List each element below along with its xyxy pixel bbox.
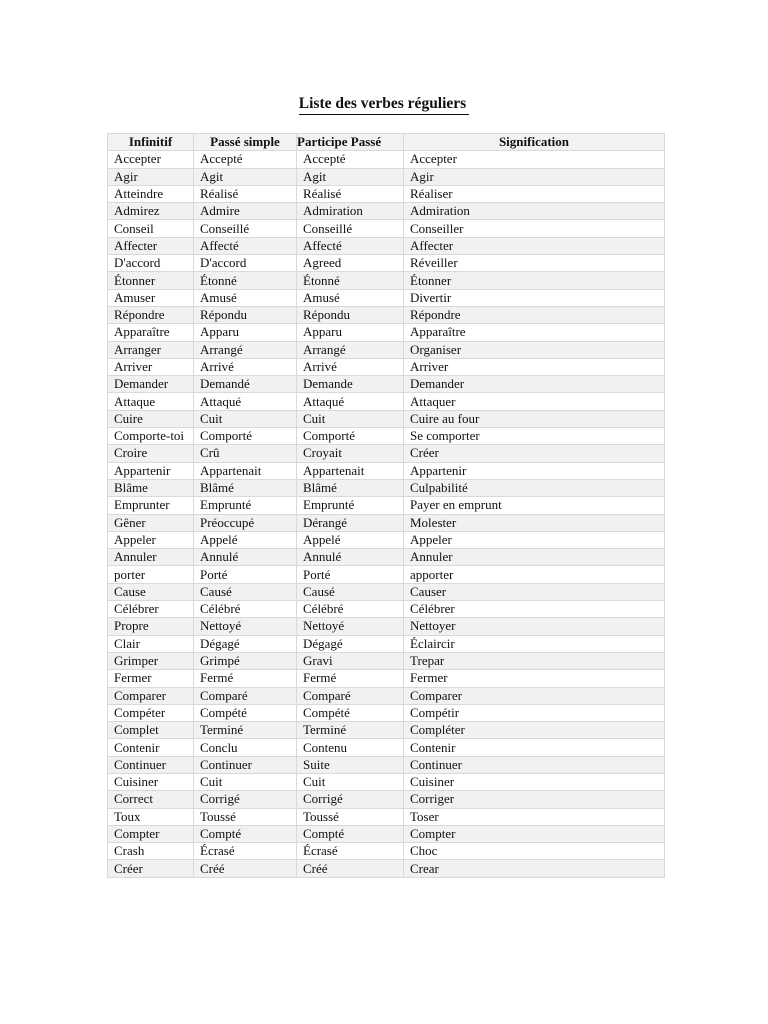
cell-passe-simple: Conclu — [194, 739, 297, 756]
table-row — [108, 272, 665, 289]
cell-infinitif: Grimper — [108, 652, 194, 669]
cell-infinitif: Compéter — [108, 704, 194, 721]
cell-participe-passe: Cuit — [297, 773, 404, 790]
cell-infinitif: Gêner — [108, 514, 194, 531]
cell-participe-passe: Appelé — [297, 531, 404, 548]
cell-infinitif: Comparer — [108, 687, 194, 704]
table-row — [108, 376, 665, 393]
cell-participe-passe: Admiration — [297, 203, 404, 220]
cell-participe-passe: Dérangé — [297, 514, 404, 531]
cell-signification: Célébrer — [404, 601, 665, 618]
table-row — [108, 341, 665, 358]
cell-signification: Corriger — [404, 791, 665, 808]
cell-participe-passe: Appartenait — [297, 462, 404, 479]
cell-signification: Annuler — [404, 549, 665, 566]
cell-signification: Fermer — [404, 670, 665, 687]
cell-signification: Compter — [404, 825, 665, 842]
cell-signification: Organiser — [404, 341, 665, 358]
header-signification: Signification — [404, 134, 665, 151]
cell-passe-simple: Toussé — [194, 808, 297, 825]
cell-infinitif: Arriver — [108, 358, 194, 375]
cell-participe-passe: Créé — [297, 860, 404, 877]
cell-signification: Comparer — [404, 687, 665, 704]
cell-participe-passe: Contenu — [297, 739, 404, 756]
header-row — [108, 134, 665, 151]
cell-signification: Créer — [404, 445, 665, 462]
cell-participe-passe: Agreed — [297, 255, 404, 272]
cell-participe-passe: Dégagé — [297, 635, 404, 652]
table-row — [108, 220, 665, 237]
cell-participe-passe: Porté — [297, 566, 404, 583]
cell-passe-simple: Apparu — [194, 324, 297, 341]
cell-passe-simple: Admire — [194, 203, 297, 220]
cell-signification: apporter — [404, 566, 665, 583]
cell-signification: Arriver — [404, 358, 665, 375]
cell-signification: Répondre — [404, 306, 665, 323]
cell-infinitif: Blâme — [108, 479, 194, 496]
table-row — [108, 601, 665, 618]
table-row — [108, 203, 665, 220]
table-row — [108, 514, 665, 531]
table-row — [108, 618, 665, 635]
cell-passe-simple: Emprunté — [194, 497, 297, 514]
cell-signification: Étonner — [404, 272, 665, 289]
cell-infinitif: Fermer — [108, 670, 194, 687]
table-row — [108, 756, 665, 773]
cell-signification: Culpabilité — [404, 479, 665, 496]
cell-participe-passe: Célébré — [297, 601, 404, 618]
cell-passe-simple: Continuer — [194, 756, 297, 773]
cell-signification: Réaliser — [404, 185, 665, 202]
cell-infinitif: Emprunter — [108, 497, 194, 514]
cell-passe-simple: Affecté — [194, 237, 297, 254]
cell-passe-simple: Compté — [194, 825, 297, 842]
cell-infinitif: Apparaître — [108, 324, 194, 341]
cell-passe-simple: Crû — [194, 445, 297, 462]
cell-participe-passe: Étonné — [297, 272, 404, 289]
cell-passe-simple: Appartenait — [194, 462, 297, 479]
cell-passe-simple: Dégagé — [194, 635, 297, 652]
cell-signification: Nettoyer — [404, 618, 665, 635]
table-row — [108, 722, 665, 739]
cell-passe-simple: Annulé — [194, 549, 297, 566]
cell-participe-passe: Agit — [297, 168, 404, 185]
cell-signification: Contenir — [404, 739, 665, 756]
table-row — [108, 791, 665, 808]
cell-infinitif: Affecter — [108, 237, 194, 254]
table-row — [108, 289, 665, 306]
cell-infinitif: Cuire — [108, 410, 194, 427]
cell-participe-passe: Écrasé — [297, 843, 404, 860]
cell-passe-simple: D'accord — [194, 255, 297, 272]
table-row — [108, 306, 665, 323]
cell-signification: Éclaircir — [404, 635, 665, 652]
cell-participe-passe: Répondu — [297, 306, 404, 323]
cell-infinitif: Arranger — [108, 341, 194, 358]
cell-participe-passe: Arrivé — [297, 358, 404, 375]
table-row — [108, 687, 665, 704]
cell-signification: Conseiller — [404, 220, 665, 237]
cell-passe-simple: Amusé — [194, 289, 297, 306]
cell-infinitif: Propre — [108, 618, 194, 635]
table-row — [108, 393, 665, 410]
table-row — [108, 151, 665, 168]
cell-signification: Continuer — [404, 756, 665, 773]
cell-infinitif: Célébrer — [108, 601, 194, 618]
table-row — [108, 549, 665, 566]
cell-signification: Admiration — [404, 203, 665, 220]
cell-signification: Affecter — [404, 237, 665, 254]
table-header — [108, 134, 665, 151]
cell-infinitif: D'accord — [108, 255, 194, 272]
table-row — [108, 497, 665, 514]
cell-passe-simple: Répondu — [194, 306, 297, 323]
cell-infinitif: Attaque — [108, 393, 194, 410]
cell-passe-simple: Conseillé — [194, 220, 297, 237]
cell-infinitif: Atteindre — [108, 185, 194, 202]
table-row — [108, 860, 665, 877]
cell-signification: Se comporter — [404, 428, 665, 445]
cell-signification: Causer — [404, 583, 665, 600]
cell-infinitif: Appeler — [108, 531, 194, 548]
cell-infinitif: Complet — [108, 722, 194, 739]
cell-participe-passe: Annulé — [297, 549, 404, 566]
table-row — [108, 635, 665, 652]
cell-passe-simple: Causé — [194, 583, 297, 600]
cell-signification: Molester — [404, 514, 665, 531]
cell-passe-simple: Corrigé — [194, 791, 297, 808]
cell-infinitif: Comporte-toi — [108, 428, 194, 445]
cell-signification: Apparaître — [404, 324, 665, 341]
table-row — [108, 358, 665, 375]
cell-passe-simple: Réalisé — [194, 185, 297, 202]
cell-infinitif: Accepter — [108, 151, 194, 168]
cell-infinitif: Admirez — [108, 203, 194, 220]
cell-participe-passe: Amusé — [297, 289, 404, 306]
cell-infinitif: Contenir — [108, 739, 194, 756]
table-row — [108, 531, 665, 548]
header-infinitif: Infinitif — [108, 134, 194, 151]
cell-participe-passe: Arrangé — [297, 341, 404, 358]
cell-participe-passe: Blâmé — [297, 479, 404, 496]
cell-passe-simple: Écrasé — [194, 843, 297, 860]
cell-signification: Cuisiner — [404, 773, 665, 790]
cell-participe-passe: Accepté — [297, 151, 404, 168]
table-row — [108, 652, 665, 669]
cell-participe-passe: Réalisé — [297, 185, 404, 202]
cell-participe-passe: Nettoyé — [297, 618, 404, 635]
cell-signification: Compétir — [404, 704, 665, 721]
table-row — [108, 324, 665, 341]
cell-signification: Payer en emprunt — [404, 497, 665, 514]
cell-participe-passe: Toussé — [297, 808, 404, 825]
cell-infinitif: Appartenir — [108, 462, 194, 479]
table-row — [108, 670, 665, 687]
cell-passe-simple: Nettoyé — [194, 618, 297, 635]
table-row — [108, 168, 665, 185]
cell-infinitif: Répondre — [108, 306, 194, 323]
header-passe-simple: Passé simple — [194, 134, 297, 151]
cell-passe-simple: Créé — [194, 860, 297, 877]
cell-infinitif: Correct — [108, 791, 194, 808]
cell-signification: Attaquer — [404, 393, 665, 410]
cell-signification: Divertir — [404, 289, 665, 306]
cell-infinitif: Cause — [108, 583, 194, 600]
cell-passe-simple: Célébré — [194, 601, 297, 618]
cell-participe-passe: Croyait — [297, 445, 404, 462]
cell-passe-simple: Étonné — [194, 272, 297, 289]
table-row — [108, 479, 665, 496]
cell-passe-simple: Attaqué — [194, 393, 297, 410]
cell-infinitif: Continuer — [108, 756, 194, 773]
cell-signification: Cuire au four — [404, 410, 665, 427]
cell-infinitif: Toux — [108, 808, 194, 825]
cell-participe-passe: Demande — [297, 376, 404, 393]
cell-signification: Appeler — [404, 531, 665, 548]
cell-signification: Agir — [404, 168, 665, 185]
cell-infinitif: Compter — [108, 825, 194, 842]
cell-participe-passe: Causé — [297, 583, 404, 600]
table-row — [108, 704, 665, 721]
cell-infinitif: Agir — [108, 168, 194, 185]
cell-signification: Crear — [404, 860, 665, 877]
cell-infinitif: Amuser — [108, 289, 194, 306]
verbs-table — [107, 133, 665, 878]
cell-signification: Toser — [404, 808, 665, 825]
cell-participe-passe: Attaqué — [297, 393, 404, 410]
cell-participe-passe: Terminé — [297, 722, 404, 739]
cell-participe-passe: Gravi — [297, 652, 404, 669]
cell-participe-passe: Compété — [297, 704, 404, 721]
table-row — [108, 583, 665, 600]
table-row — [108, 237, 665, 254]
table-row — [108, 185, 665, 202]
table-body — [108, 151, 665, 877]
cell-participe-passe: Comparé — [297, 687, 404, 704]
cell-participe-passe: Comporté — [297, 428, 404, 445]
cell-passe-simple: Agit — [194, 168, 297, 185]
table-row — [108, 825, 665, 842]
cell-passe-simple: Fermé — [194, 670, 297, 687]
table-row — [108, 410, 665, 427]
cell-participe-passe: Cuit — [297, 410, 404, 427]
cell-participe-passe: Fermé — [297, 670, 404, 687]
cell-infinitif: Demander — [108, 376, 194, 393]
cell-passe-simple: Appelé — [194, 531, 297, 548]
cell-participe-passe: Affecté — [297, 237, 404, 254]
cell-passe-simple: Cuit — [194, 773, 297, 790]
cell-signification: Trepar — [404, 652, 665, 669]
table-row — [108, 566, 665, 583]
header-participe-passe: Participe Passé — [297, 134, 404, 151]
cell-passe-simple: Arrivé — [194, 358, 297, 375]
table-row — [108, 462, 665, 479]
cell-passe-simple: Demandé — [194, 376, 297, 393]
cell-passe-simple: Grimpé — [194, 652, 297, 669]
table-row — [108, 739, 665, 756]
cell-infinitif: Clair — [108, 635, 194, 652]
cell-passe-simple: Porté — [194, 566, 297, 583]
cell-passe-simple: Cuit — [194, 410, 297, 427]
cell-participe-passe: Corrigé — [297, 791, 404, 808]
cell-infinitif: porter — [108, 566, 194, 583]
table-row — [108, 428, 665, 445]
table-row — [108, 445, 665, 462]
cell-signification: Demander — [404, 376, 665, 393]
cell-infinitif: Créer — [108, 860, 194, 877]
cell-passe-simple: Comporté — [194, 428, 297, 445]
table-row — [108, 843, 665, 860]
table-row — [108, 255, 665, 272]
cell-participe-passe: Suite — [297, 756, 404, 773]
cell-passe-simple: Arrangé — [194, 341, 297, 358]
cell-infinitif: Annuler — [108, 549, 194, 566]
cell-passe-simple: Comparé — [194, 687, 297, 704]
cell-infinitif: Conseil — [108, 220, 194, 237]
cell-infinitif: Cuisiner — [108, 773, 194, 790]
cell-participe-passe: Apparu — [297, 324, 404, 341]
cell-participe-passe: Conseillé — [297, 220, 404, 237]
cell-signification: Accepter — [404, 151, 665, 168]
cell-signification: Choc — [404, 843, 665, 860]
cell-infinitif: Étonner — [108, 272, 194, 289]
cell-signification: Appartenir — [404, 462, 665, 479]
cell-passe-simple: Accepté — [194, 151, 297, 168]
cell-passe-simple: Préoccupé — [194, 514, 297, 531]
cell-passe-simple: Terminé — [194, 722, 297, 739]
table-row — [108, 773, 665, 790]
cell-signification: Compléter — [404, 722, 665, 739]
cell-passe-simple: Blâmé — [194, 479, 297, 496]
cell-participe-passe: Emprunté — [297, 497, 404, 514]
cell-infinitif: Crash — [108, 843, 194, 860]
cell-signification: Réveiller — [404, 255, 665, 272]
table-row — [108, 808, 665, 825]
cell-passe-simple: Compété — [194, 704, 297, 721]
cell-infinitif: Croire — [108, 445, 194, 462]
page-title — [0, 95, 768, 115]
page-title-text: Liste des verbes réguliers — [299, 95, 469, 115]
cell-participe-passe: Compté — [297, 825, 404, 842]
